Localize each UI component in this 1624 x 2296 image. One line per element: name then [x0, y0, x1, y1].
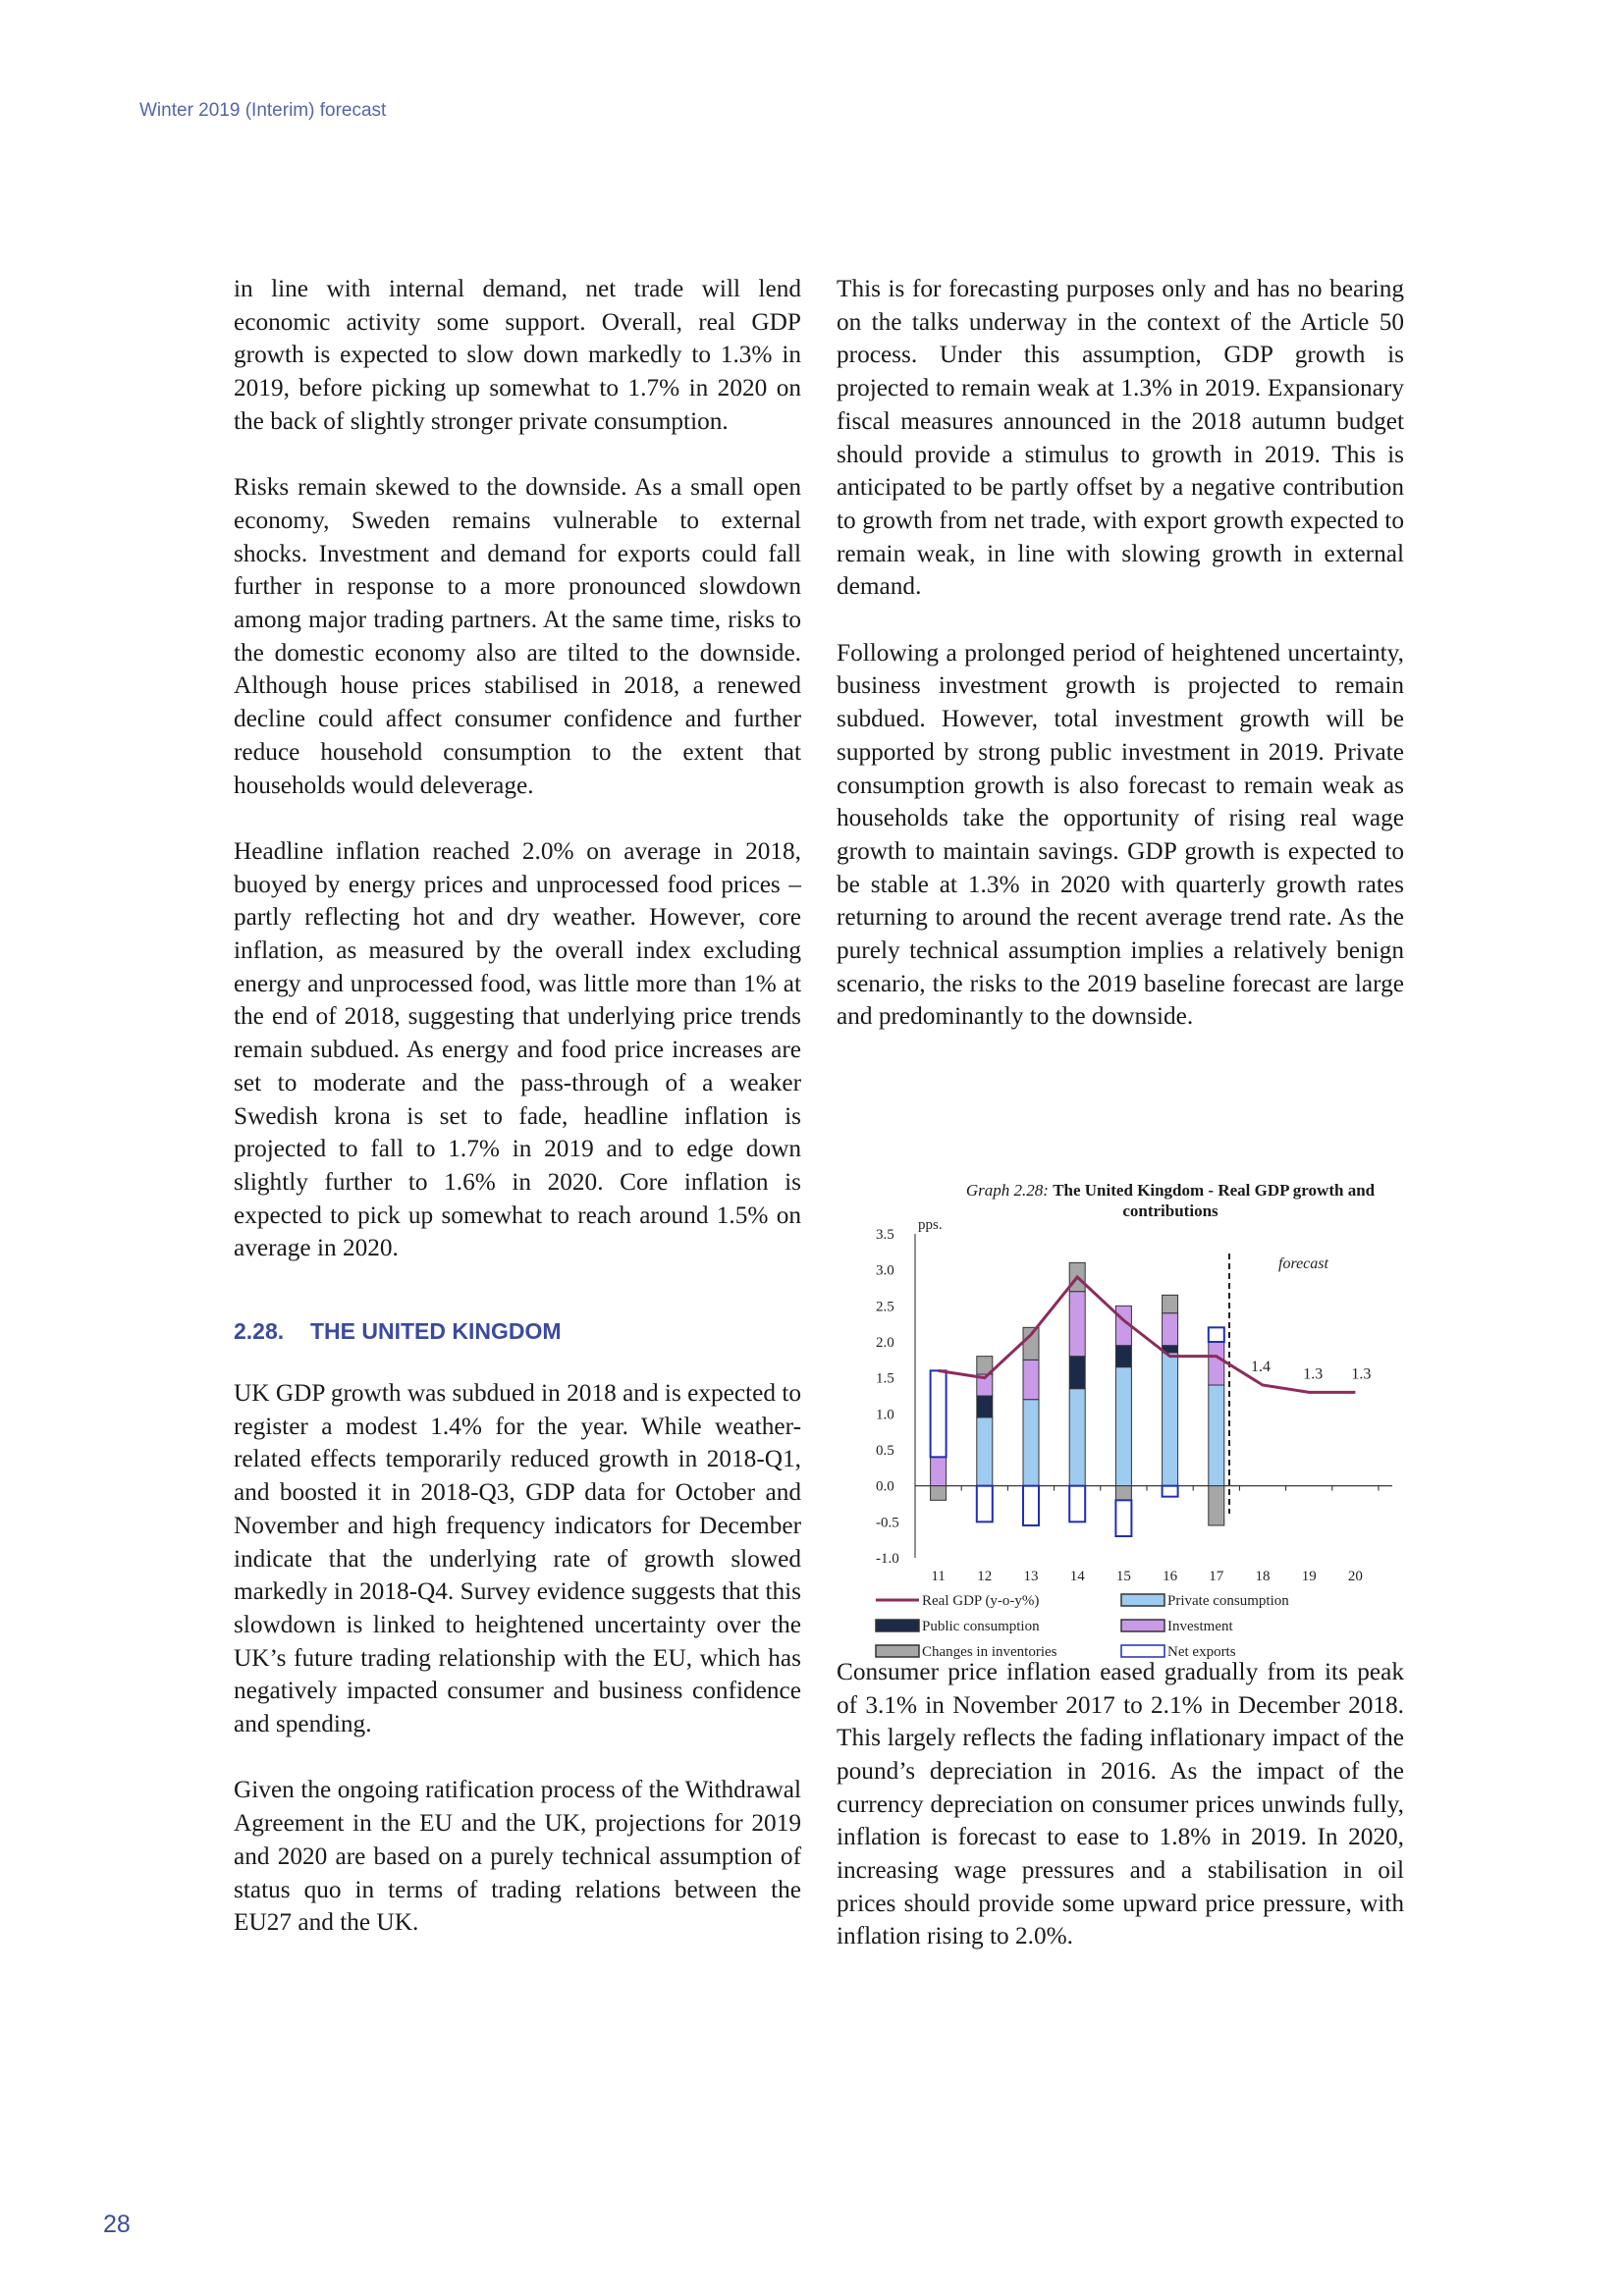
bar-net-exports: [1163, 1486, 1178, 1497]
x-tick-label: 19: [1301, 1569, 1317, 1584]
x-tick-label: 14: [1069, 1569, 1085, 1584]
bar-public-consumption: [1069, 1357, 1085, 1389]
legend-label: Real GDP (y-o-y%): [922, 1593, 1040, 1609]
data-label: 1.3: [1351, 1365, 1372, 1383]
forecast-label: forecast: [1278, 1255, 1328, 1272]
bar-private-consumption: [1069, 1389, 1085, 1486]
y-tick-label: 2.0: [876, 1335, 894, 1351]
bar-private-consumption: [977, 1417, 993, 1486]
bar-net-exports: [1209, 1327, 1224, 1342]
paragraph: Risks remain skewed to the downside. As a small open economy, Sweden remains vulnerable to external shocks. Investment and demand for exports could fall further in response to a more pronounced slowdown among major trading partners. At the same time, risks to the domestic economy also are tilted to the downside. Although house prices stabilised in 2018, a renewed decline could affect consumer confidence and further reduce household consumption to the extent that households would deleverage.: [234, 473, 801, 799]
y-tick-label: 1.0: [876, 1407, 894, 1423]
gdp-chart: [837, 1170, 1406, 1681]
legend-swatch: [1121, 1594, 1164, 1606]
y-tick-label: 3.5: [876, 1227, 894, 1243]
legend-label: Private consumption: [1167, 1593, 1289, 1609]
x-tick-label: 16: [1163, 1569, 1178, 1584]
section-number: 2.28.: [234, 1318, 285, 1345]
paragraph: UK GDP growth was subdued in 2018 and is expected to register a modest 1.4% for the year. While weather-related effects temporarily reduced growth in 2018-Q1, and boosted it in 2018-Q3, GDP data for October and November and high frequency indicators for December indicate that the underlying rate of growth slowed markedly in 2018-Q4. Survey evidence suggests that this slowdown is linked to heightened uncertainty over the UK’s future trading relationship with the EU, which has negatively impacted consumer and business confidence and spending.: [234, 1379, 801, 1738]
paragraph: Following a prolonged period of heightened uncertainty, business investment growth is projected to remain subdued. However, total investment growth will be supported by strong public investment in 2019. Private consumption growth is also forecast to remain weak as households take the opportunity of rising real wage growth to maintain savings. GDP growth is expected to be stable at 1.3% in 2020 with quarterly growth rates returning to around the recent average trend rate. As the purely technical assumption implies a relatively benign scenario, the risks to the 2019 baseline forecast are large and predominantly to the downside.: [837, 638, 1404, 1031]
bar-changes-in-inventories: [1209, 1486, 1224, 1525]
gdp-line: [939, 1277, 1356, 1392]
legend-swatch: [876, 1620, 919, 1631]
bar-net-exports: [1115, 1500, 1131, 1536]
right-column: [837, 273, 1404, 1987]
y-tick-label: -1.0: [876, 1551, 899, 1567]
y-tick-label: 3.0: [876, 1262, 894, 1279]
y-tick-label: 0.0: [876, 1478, 894, 1495]
data-label: 1.4: [1251, 1359, 1271, 1375]
x-tick-label: 17: [1209, 1569, 1224, 1584]
chart-title-text: The United Kingdom - Real GDP growth and contributions: [1053, 1181, 1376, 1220]
bar-private-consumption: [1209, 1385, 1224, 1486]
bar-net-exports: [977, 1486, 993, 1522]
legend-label: Investment: [1167, 1619, 1233, 1634]
paragraph: Consumer price inflation eased gradually from its peak of 3.1% in November 2017 to 2.1% in December 2018. This largely reflects the fading inflationary impact of the pound’s depreciation in 2016. As the impact of the currency depreciation on consumer prices unwinds fully, inflation is forecast to ease to 1.8% in 2019. In 2020, increasing wage pressures and a stabilisation in oil prices should provide some upward price pressure, with inflation rising to 2.0%.: [837, 1657, 1404, 1950]
x-tick-label: 18: [1255, 1569, 1271, 1584]
x-tick-label: 12: [977, 1569, 993, 1584]
x-tick-label: 11: [931, 1569, 946, 1584]
y-tick-label: -0.5: [876, 1515, 899, 1531]
bar-investment: [1163, 1313, 1178, 1346]
x-tick-label: 20: [1347, 1569, 1363, 1584]
paragraph: This is for forecasting purposes only and has no bearing on the talks underway in the context of the Article 50 process. Under this assumption, GDP growth is projected to remain weak at 1.3% in 2019. Expansionary fiscal measures announced in the 2018 autumn budget should provide a stimulus to growth in 2019. This is anticipated to be partly offset by a negative contribution to growth from net trade, with export growth expected to remain weak, in line with slowing growth in external demand.: [837, 275, 1404, 601]
running-header: Winter 2019 (Interim) forecast: [139, 100, 387, 121]
section-heading: [234, 1316, 801, 1346]
x-tick-label: 13: [1023, 1569, 1039, 1584]
bar-net-exports: [1069, 1486, 1085, 1522]
bar-public-consumption: [977, 1396, 993, 1417]
bar-changes-in-inventories: [931, 1486, 947, 1501]
chart-svg: [837, 1170, 1406, 1681]
bar-investment: [931, 1457, 947, 1485]
bar-public-consumption: [1115, 1346, 1131, 1367]
paragraph: Given the ongoing ratification process of the Withdrawal Agreement in the EU and the UK, projections for 2019 and 2020 are based on a purely technical assumption of status quo in terms of trading relations between the EU27 and the UK.: [234, 1776, 801, 1937]
y-tick-label: 0.5: [876, 1443, 894, 1459]
paragraph: in line with internal demand, net trade will lend economic activity some support. Overall, real GDP growth is expected to slow down markedly to 1.3% in 2019, before picking up somewhat to 1.7% in 2020 on the back of slightly stronger private consumption.: [234, 275, 801, 435]
bar-changes-in-inventories: [1115, 1486, 1131, 1501]
paragraph: Headline inflation reached 2.0% on average in 2018, buoyed by energy prices and unprocessed food prices – partly reflecting hot and dry weather. However, core inflation, as measured by the overall index excluding energy and unprocessed food, was little more than 1% at the end of 2018, suggesting that underlying price trends remain subdued. As energy and food price increases are set to moderate and the pass-through of a weaker Swedish krona is set to fade, headline inflation is projected to fall to 1.7% in 2019 and to edge down slightly further to 1.6% in 2020. Core inflation is expected to pick up somewhat to reach around 1.5% on average in 2020.: [234, 836, 801, 1262]
y-axis-label: pps.: [918, 1217, 943, 1233]
y-tick-label: 1.5: [876, 1370, 894, 1387]
y-tick-label: 2.5: [876, 1299, 894, 1315]
graph-label: Graph 2.28:: [965, 1181, 1049, 1200]
bar-private-consumption: [1115, 1367, 1131, 1486]
bar-private-consumption: [1163, 1353, 1178, 1486]
bar-investment: [1023, 1360, 1039, 1399]
legend-swatch: [876, 1645, 919, 1657]
section-title: THE UNITED KINGDOM: [310, 1318, 562, 1345]
legend-label: Net exports: [1167, 1644, 1236, 1660]
left-column: [234, 273, 801, 1973]
x-tick-label: 15: [1115, 1569, 1131, 1584]
page-number: 28: [103, 2211, 131, 2238]
bar-net-exports: [1023, 1486, 1039, 1525]
bar-net-exports: [931, 1370, 947, 1457]
bar-changes-in-inventories: [1163, 1295, 1178, 1312]
legend-label: Changes in inventories: [922, 1644, 1057, 1660]
bar-private-consumption: [1023, 1400, 1039, 1486]
legend-label: Public consumption: [922, 1619, 1040, 1634]
bar-investment: [1209, 1342, 1224, 1385]
bar-investment: [1069, 1292, 1085, 1357]
legend-swatch: [1121, 1620, 1164, 1631]
data-label: 1.3: [1303, 1365, 1324, 1383]
legend-swatch: [1121, 1645, 1164, 1657]
